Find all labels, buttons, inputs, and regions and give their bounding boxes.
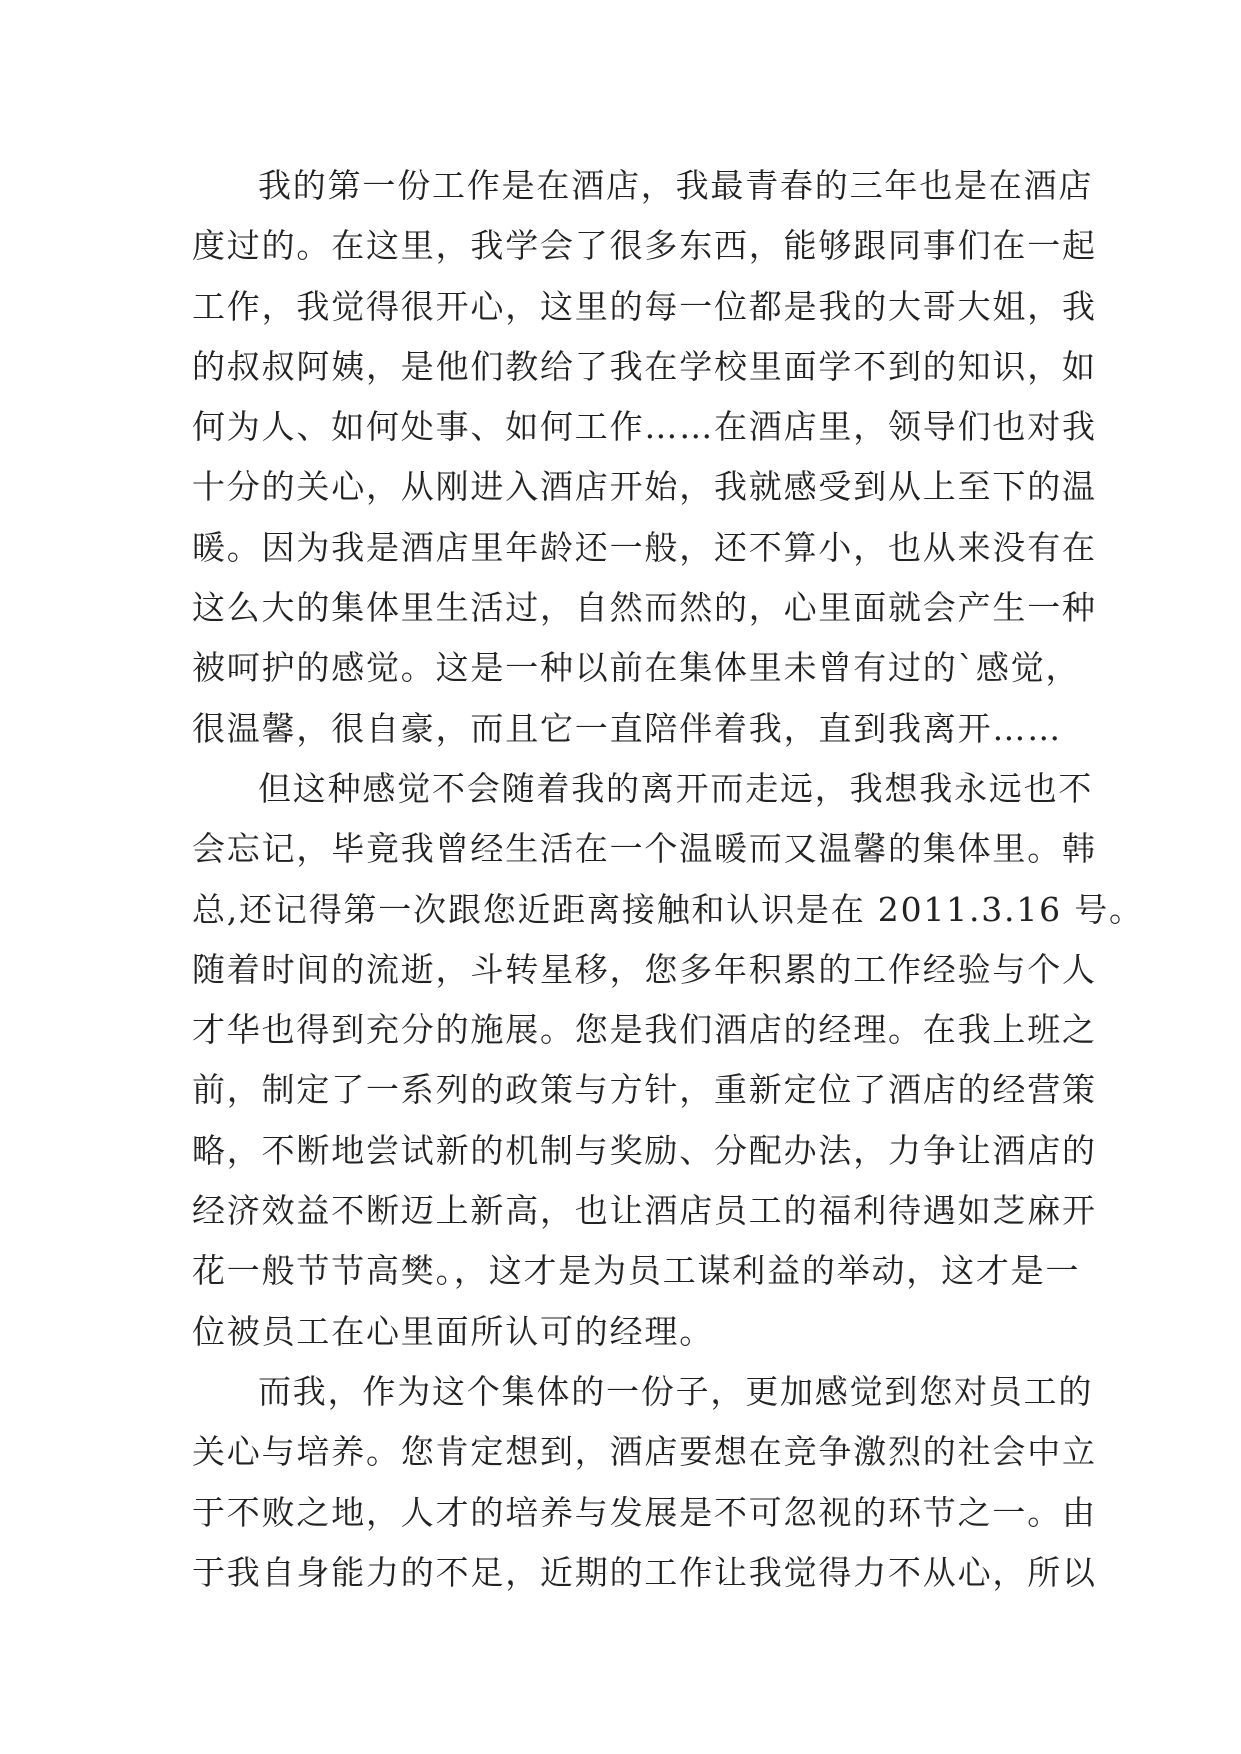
paragraph-line: 会忘记，毕竟我曾经生活在一个温暖而又温馨的集体里。韩	[192, 829, 1097, 869]
paragraph-line: 十分的关心，从刚进入酒店开始，我就感受到从上至下的温	[192, 467, 1097, 507]
paragraph-line: 经济效益不断迈上新高，也让酒店员工的福利待遇如芝麻开	[192, 1191, 1097, 1231]
paragraph-line: 花一般节节高樊。，这才是为员工谋利益的举动，这才是一	[192, 1251, 1081, 1291]
paragraph-line: 略，不断地尝试新的机制与奖励、分配办法，力争让酒店的	[192, 1130, 1097, 1170]
paragraph-line: 的叔叔阿姨，是他们教给了我在学校里面学不到的知识，如	[192, 346, 1097, 386]
paragraph-line: 前，制定了一系列的政策与方针，重新定位了酒店的经营策	[192, 1070, 1097, 1110]
paragraph-line: 暖。因为我是酒店里年龄还一般，还不算小，也从来没有在	[192, 527, 1097, 567]
paragraph-line: 何为人、如何处事、如何工作……在酒店里，领导们也对我	[192, 407, 1097, 447]
paragraph-line: 这么大的集体里生活过，自然而然的，心里面就会产生一种	[192, 588, 1097, 628]
paragraph-line: 于不败之地，人才的培养与发展是不可忽视的环节之一。由	[192, 1492, 1097, 1532]
paragraph-line: 关心与培养。您肯定想到，酒店要想在竞争激烈的社会中立	[192, 1432, 1097, 1472]
paragraph-line: 才华也得到充分的施展。您是我们酒店的经理。在我上班之	[192, 1010, 1097, 1050]
paragraph-line: 我的第一份工作是在酒店，我最青春的三年也是在酒店	[258, 166, 1094, 205]
paragraph-1	[192, 156, 1097, 759]
paragraph-line: 总,还记得第一次跟您近距离接触和认识是在 2011.3.16 号。	[192, 889, 1144, 929]
paragraph-line: 位被员工在心里面所认可的经理。	[192, 1311, 714, 1351]
paragraph-2	[192, 759, 1144, 1362]
document-body	[192, 156, 1144, 1603]
paragraph-line: 度过的。在这里，我学会了很多东西，能够跟同事们在一起	[192, 226, 1097, 266]
paragraph-line: 工作，我觉得很开心，这里的每一位都是我的大哥大姐，我	[192, 286, 1097, 326]
paragraph-line: 而我，作为这个集体的一份子，更加感觉到您对员工的	[258, 1371, 1094, 1411]
paragraph-line: 但这种感觉不会随着我的离开而走远，我想我永远也不	[258, 768, 1094, 808]
paragraph-line: 随着时间的流逝，斗转星移，您多年积累的工作经验与个人	[192, 949, 1097, 989]
paragraph-3	[192, 1362, 1097, 1603]
paragraph-line: 被呵护的感觉。这是一种以前在集体里未曾有过的`感觉，	[192, 648, 1081, 688]
paragraph-line: 于我自身能力的不足，近期的工作让我觉得力不从心，所以	[192, 1552, 1097, 1592]
paragraph-line: 很温馨，很自豪，而且它一直陪伴着我，直到我离开……	[192, 708, 1062, 748]
